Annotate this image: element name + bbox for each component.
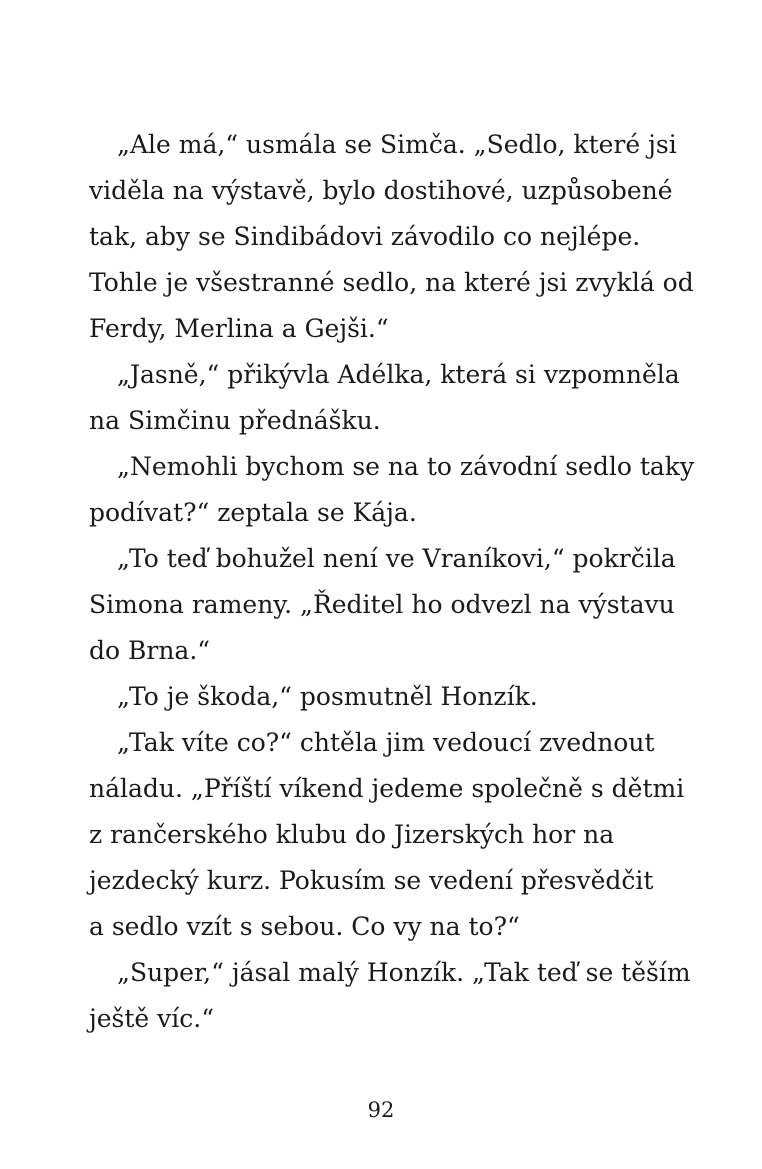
text-line: tak, aby se Sindibádovi závodilo co nejlépe. [89, 222, 641, 251]
page-number: 92 [367, 1098, 395, 1122]
page-body-text [89, 122, 695, 1042]
text-line: „Super,“ jásal malý Honzík. „Tak teď se těším [117, 958, 691, 987]
text-line: podívat?“ zeptala se Kája. [89, 498, 417, 527]
text-line: jezdecký kurz. Pokusím se vedení přesvědčit [89, 866, 654, 895]
text-line: náladu. „Příští víkend jedeme společně s dětmi [89, 774, 685, 803]
text-line: na Simčinu přednášku. [89, 406, 381, 435]
text-line: viděla na výstavě, bylo dostihové, uzpůsobené [89, 176, 673, 205]
text-line: „To teď bohužel není ve Vraníkovi,“ pokrčila [117, 544, 676, 573]
text-line: Ferdy, Merlina a Gejši.“ [89, 314, 389, 343]
text-line: „Ale má,“ usmála se Simča. „Sedlo, které jsi [117, 130, 677, 159]
text-line: a sedlo vzít s sebou. Co vy na to?“ [89, 912, 520, 941]
text-line: ještě víc.“ [89, 1004, 215, 1033]
text-line: „Nemohli bychom se na to závodní sedlo taky [117, 452, 695, 481]
text-line: „Jasně,“ přikývla Adélka, která si vzpomněla [117, 360, 680, 389]
text-line: „To je škoda,“ posmutněl Honzík. [117, 682, 538, 711]
text-line: Tohle je všestranné sedlo, na které jsi zvyklá od [89, 268, 694, 297]
text-line: do Brna.“ [89, 636, 211, 665]
text-line: z rančerského klubu do Jizerských hor na [89, 820, 615, 849]
text-line: Simona rameny. „Ředitel ho odvezl na výstavu [89, 590, 675, 619]
text-line: „Tak víte co?“ chtěla jim vedoucí zvednout [117, 728, 655, 757]
